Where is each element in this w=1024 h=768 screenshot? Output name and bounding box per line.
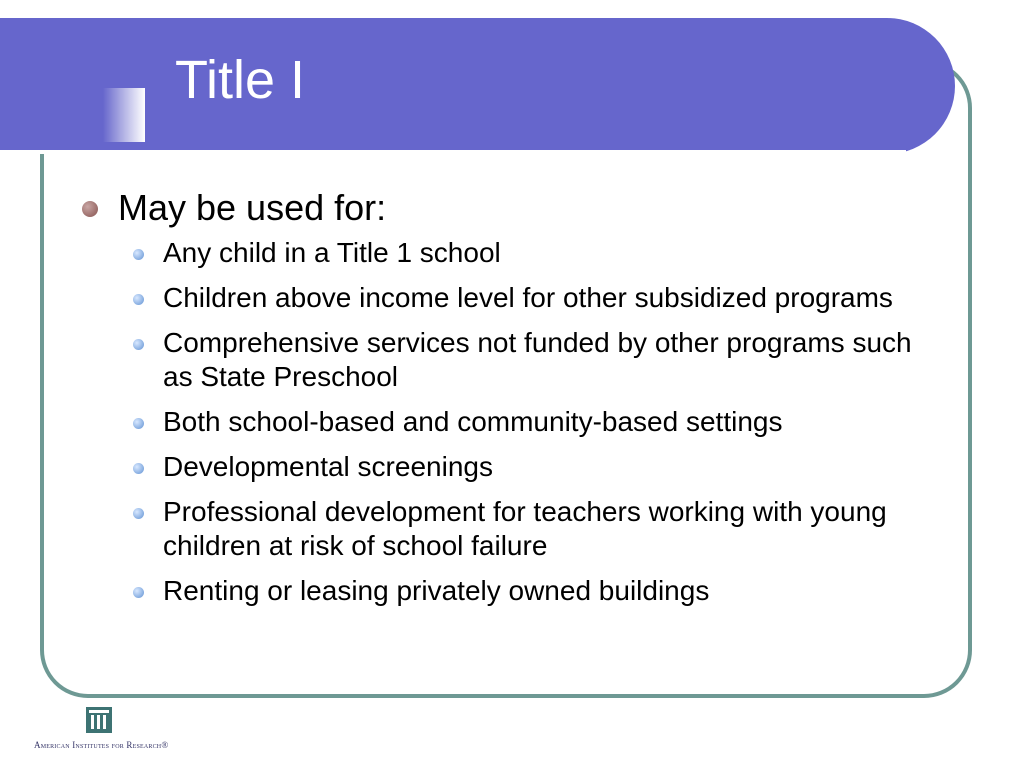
sub-bullet-item <box>163 574 943 608</box>
sub-bullet-item <box>163 405 943 439</box>
sub-bullet-item <box>163 236 943 270</box>
title-underline <box>0 150 906 154</box>
main-bullet <box>118 186 386 230</box>
sub-bullet-item <box>163 495 943 563</box>
sub-bullet-text: Any child in a Title 1 school <box>163 237 501 268</box>
sub-bullet-text: Developmental screenings <box>163 451 493 482</box>
bullet-dot-icon <box>133 294 144 305</box>
bullet-dot-icon <box>133 587 144 598</box>
sub-bullet-text: Children above income level for other subsidized programs <box>163 282 893 313</box>
sub-bullet-text: Renting or leasing privately owned buildings <box>163 575 710 606</box>
bullet-dot-icon <box>133 508 144 519</box>
air-logo-icon <box>86 707 112 733</box>
bullet-dot-icon <box>82 201 98 217</box>
sub-bullet-text: Professional development for teachers working with young children at risk of school failure <box>163 496 887 561</box>
sub-bullet-text: Both school-based and community-based settings <box>163 406 783 437</box>
title-accent-square <box>103 88 145 142</box>
main-bullet-text: May be used for: <box>118 187 387 228</box>
bullet-dot-icon <box>133 463 144 474</box>
bullet-dot-icon <box>133 339 144 350</box>
sub-bullet-item <box>163 450 943 484</box>
sub-bullet-item <box>163 326 943 394</box>
sub-bullet-item <box>163 281 943 315</box>
sub-bullet-text: Comprehensive services not funded by other programs such as State Preschool <box>163 327 912 392</box>
sub-bullet-list <box>163 236 943 619</box>
slide-title: Title I <box>175 50 306 110</box>
bullet-dot-icon <box>133 418 144 429</box>
bullet-dot-icon <box>133 249 144 260</box>
footer-organization: American Institutes for Research® <box>34 740 169 750</box>
